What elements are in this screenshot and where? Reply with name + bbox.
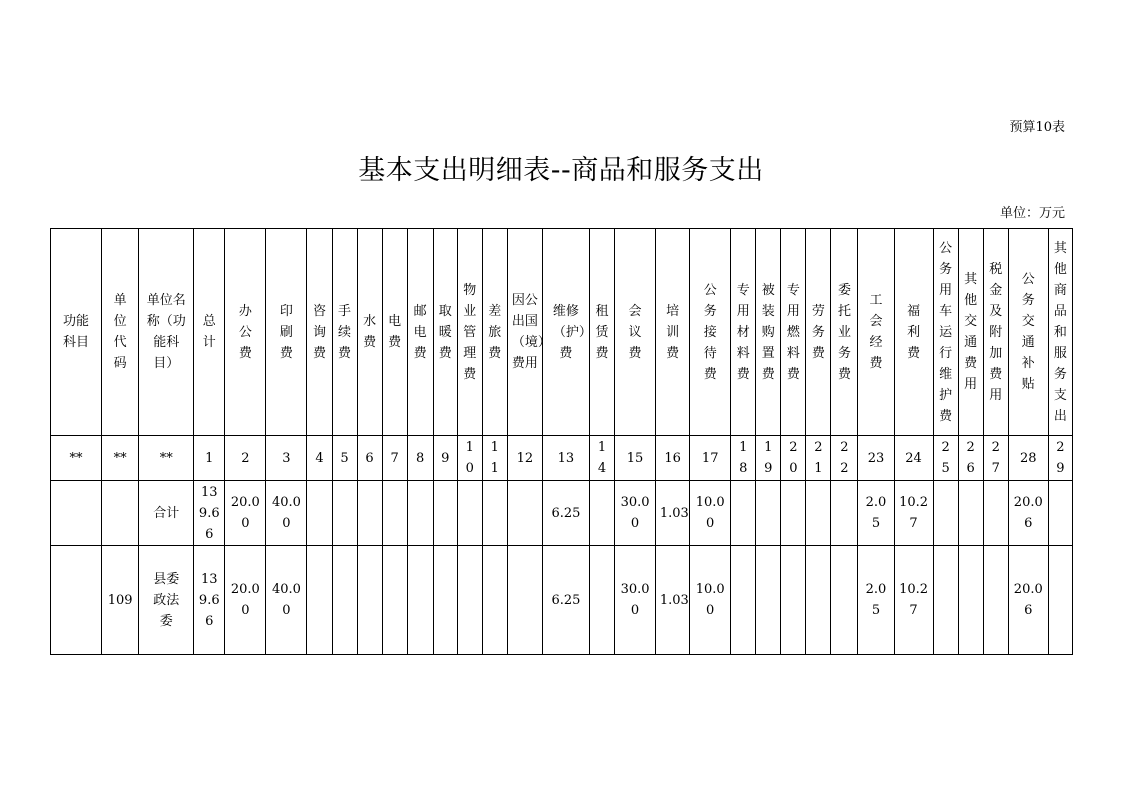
cell-value: 县委政法委 — [153, 571, 180, 629]
column-header — [690, 229, 731, 436]
table-header-row — [51, 229, 1073, 436]
column-header-label: 物业管理费 — [463, 282, 477, 382]
table-cell — [756, 546, 781, 655]
column-index-label: 19 — [764, 440, 773, 476]
cell-value: 139.66 — [198, 571, 220, 629]
cell-value: 6.25 — [551, 592, 581, 608]
table-cell — [690, 546, 731, 655]
table-cell — [457, 546, 482, 655]
column-header — [266, 229, 307, 436]
table-cell — [731, 546, 756, 655]
column-index-label: 22 — [840, 440, 849, 476]
column-index-label: 18 — [739, 440, 748, 476]
column-index-label: ** — [69, 450, 83, 466]
column-header — [756, 229, 781, 436]
column-header-label: 办公费 — [238, 303, 252, 361]
table-cell — [1008, 481, 1048, 546]
table-cell — [507, 546, 542, 655]
cell-value: 30.00 — [620, 582, 650, 618]
column-index-cell — [690, 436, 731, 481]
column-index-label: 8 — [416, 450, 425, 466]
table-cell — [139, 481, 194, 546]
column-header-label: 委托业务费 — [837, 282, 851, 382]
table-cell — [1048, 481, 1072, 546]
column-index-cell — [382, 436, 407, 481]
column-header-label: 印刷费 — [279, 303, 293, 361]
table-cell — [958, 481, 983, 546]
table-cell — [433, 481, 457, 546]
column-index-label: 24 — [905, 450, 922, 466]
table-cell — [781, 546, 806, 655]
column-header-label: 电费 — [388, 314, 402, 350]
column-header — [858, 229, 894, 436]
column-header-label: 被装购置费 — [761, 282, 775, 382]
column-index-cell — [615, 436, 656, 481]
column-index-cell — [357, 436, 382, 481]
cell-value: 2.05 — [865, 582, 887, 618]
column-index-label: 28 — [1020, 450, 1037, 466]
column-header-label: 公务用车运行维护费 — [939, 240, 953, 424]
table-cell — [983, 481, 1008, 546]
table-cell — [332, 481, 357, 546]
cell-value: 2.05 — [865, 495, 887, 531]
column-index-cell — [894, 436, 933, 481]
column-header-label: 手续费 — [338, 303, 352, 361]
table-cell — [51, 481, 102, 546]
column-index-label: 17 — [701, 450, 719, 466]
table-cell — [102, 546, 139, 655]
column-index-cell — [139, 436, 194, 481]
table-cell — [806, 546, 831, 655]
column-header — [1008, 229, 1048, 436]
column-header-label: 差旅费 — [488, 303, 502, 361]
table-cell — [139, 546, 194, 655]
column-header-label: 税金及附加费用 — [989, 261, 1003, 403]
cell-value: 20.06 — [1013, 582, 1043, 618]
column-index-label: 4 — [315, 450, 324, 466]
column-header-label: 培训费 — [666, 303, 680, 361]
column-header-label: 功能科目 — [63, 314, 90, 350]
column-index-cell — [307, 436, 332, 481]
table-cell — [831, 546, 858, 655]
table-cell — [806, 481, 831, 546]
column-index-cell — [102, 436, 139, 481]
column-header-label: 会议费 — [628, 303, 642, 361]
column-header — [433, 229, 457, 436]
column-index-row — [51, 436, 1073, 481]
column-index-cell — [1008, 436, 1048, 481]
table-cell — [407, 546, 433, 655]
column-index-label: 25 — [941, 440, 950, 476]
table-cell — [307, 546, 332, 655]
cell-value: 20.00 — [230, 495, 260, 531]
table-cell — [382, 481, 407, 546]
column-header-label: 因公出国（境）费用 — [511, 293, 551, 371]
column-header-label: 公务交通补贴 — [1021, 272, 1035, 392]
column-header — [225, 229, 266, 436]
table-cell — [756, 481, 781, 546]
column-index-label: 29 — [1056, 440, 1065, 476]
column-header — [806, 229, 831, 436]
table-cell — [433, 546, 457, 655]
column-header-label: 邮电费 — [413, 303, 427, 361]
column-header-label: 专用材料费 — [736, 282, 750, 382]
cell-value: 40.00 — [271, 582, 301, 618]
column-header-label: 福利费 — [907, 303, 921, 361]
column-header — [894, 229, 933, 436]
column-index-cell — [781, 436, 806, 481]
column-header-label: 其他交通费用 — [964, 272, 978, 392]
column-header — [933, 229, 958, 436]
column-index-label: 12 — [516, 450, 534, 466]
column-header-label: 其他商品和服务支出 — [1053, 240, 1067, 424]
column-header-label: 取暖费 — [438, 303, 452, 361]
total-row — [51, 481, 1073, 546]
table-cell — [858, 546, 894, 655]
column-index-label: 15 — [626, 450, 644, 466]
cell-value: 20.00 — [230, 582, 260, 618]
column-index-cell — [542, 436, 589, 481]
column-index-cell — [482, 436, 507, 481]
column-index-label: 14 — [597, 440, 607, 476]
column-index-cell — [51, 436, 102, 481]
column-index-label: 23 — [867, 450, 885, 466]
cell-value: 139.66 — [198, 484, 220, 542]
column-index-cell — [858, 436, 894, 481]
column-header — [1048, 229, 1072, 436]
table-cell — [51, 546, 102, 655]
column-header-label: 咨询费 — [312, 303, 326, 361]
column-index-cell — [731, 436, 756, 481]
column-index-cell — [332, 436, 357, 481]
table-cell — [542, 481, 589, 546]
column-index-label: 3 — [282, 450, 291, 466]
cell-value: 10.27 — [899, 495, 929, 531]
table-cell — [482, 546, 507, 655]
column-index-cell — [507, 436, 542, 481]
table-cell — [357, 546, 382, 655]
column-index-label: 10 — [465, 440, 474, 476]
column-header-label: 工会经费 — [869, 293, 883, 371]
column-index-label: 13 — [557, 450, 575, 466]
cell-value: 20.06 — [1013, 495, 1043, 531]
column-index-cell — [194, 436, 225, 481]
column-header-label: 公务接待费 — [703, 282, 717, 382]
column-header-label: 单位名称（功能科目） — [146, 293, 186, 371]
table-cell — [407, 481, 433, 546]
column-index-cell — [806, 436, 831, 481]
cell-value: 10.00 — [695, 582, 725, 618]
column-index-label: 2 — [241, 450, 250, 466]
column-index-cell — [407, 436, 433, 481]
table-cell — [457, 481, 482, 546]
table-cell — [656, 546, 690, 655]
table-cell — [542, 546, 589, 655]
table-cell — [194, 481, 225, 546]
column-header-label: 劳务费 — [811, 303, 825, 361]
table-cell — [781, 481, 806, 546]
table-cell — [589, 481, 614, 546]
column-index-label: 6 — [365, 450, 374, 466]
table-cell — [958, 546, 983, 655]
table-cell — [194, 546, 225, 655]
column-header — [656, 229, 690, 436]
column-index-cell — [457, 436, 482, 481]
table-cell — [266, 546, 307, 655]
column-index-label: 16 — [664, 450, 681, 466]
cell-value: 10.27 — [899, 582, 929, 618]
table-cell — [731, 481, 756, 546]
column-index-cell — [589, 436, 614, 481]
table-cell — [1048, 546, 1072, 655]
column-header — [332, 229, 357, 436]
column-index-cell — [1048, 436, 1072, 481]
column-header — [139, 229, 194, 436]
cell-value: 6.25 — [551, 505, 581, 521]
column-index-label: 27 — [991, 440, 1000, 476]
cell-value: 合计 — [153, 505, 180, 521]
table-cell — [307, 481, 332, 546]
table-cell — [615, 546, 656, 655]
column-index-cell — [225, 436, 266, 481]
column-index-cell — [656, 436, 690, 481]
column-index-cell — [933, 436, 958, 481]
column-header-label: 单位代码 — [113, 293, 127, 371]
table-cell — [507, 481, 542, 546]
column-index-label: ** — [159, 450, 173, 466]
column-index-cell — [831, 436, 858, 481]
column-header-label: 水费 — [363, 314, 377, 350]
cell-value: 10.00 — [695, 495, 725, 531]
column-index-cell — [266, 436, 307, 481]
table-cell — [933, 481, 958, 546]
cell-value: 30.00 — [620, 495, 650, 531]
column-index-cell — [756, 436, 781, 481]
column-index-label: ** — [113, 450, 127, 466]
column-header-label: 总计 — [202, 314, 216, 350]
form-number: 预算10表 — [1009, 120, 1065, 135]
table-cell — [615, 481, 656, 546]
column-header — [542, 229, 592, 436]
column-header — [958, 229, 983, 436]
cell-value: 1.03 — [659, 505, 689, 521]
expense-table — [50, 228, 1073, 655]
column-index-cell — [958, 436, 983, 481]
column-index-label: 9 — [441, 450, 450, 466]
page-title: 基本支出明细表--商品和服务支出 — [358, 155, 764, 186]
unit-label: 单位：万元 — [999, 206, 1065, 221]
table-cell — [1008, 546, 1048, 655]
column-index-label: 20 — [789, 440, 798, 476]
column-index-cell — [983, 436, 1008, 481]
column-index-label: 21 — [814, 440, 823, 476]
table-cell — [831, 481, 858, 546]
column-index-label: 1 — [205, 450, 214, 466]
column-index-label: 26 — [966, 440, 975, 476]
table-cell — [589, 546, 614, 655]
column-header — [983, 229, 1008, 436]
column-header — [831, 229, 858, 436]
column-index-label: 7 — [390, 450, 399, 466]
column-header — [615, 229, 656, 436]
column-header — [781, 229, 806, 436]
column-header-label: 租赁费 — [595, 303, 609, 361]
table-cell — [225, 546, 266, 655]
table-cell — [858, 481, 894, 546]
table-cell — [266, 481, 307, 546]
cell-value: 109 — [107, 592, 133, 608]
column-header — [51, 229, 102, 436]
cell-value: 1.03 — [659, 592, 689, 608]
table-cell — [983, 546, 1008, 655]
column-header — [102, 229, 139, 436]
column-header — [407, 229, 433, 436]
column-index-label: 11 — [490, 440, 499, 476]
column-index-cell — [433, 436, 457, 481]
table-cell — [894, 546, 933, 655]
column-header — [457, 229, 482, 436]
table-cell — [357, 481, 382, 546]
column-header-label: 专用燃料费 — [786, 282, 800, 382]
table-cell — [690, 481, 731, 546]
table-cell — [933, 546, 958, 655]
column-header — [507, 229, 551, 436]
cell-value: 40.00 — [271, 495, 301, 531]
table-cell — [894, 481, 933, 546]
column-header — [357, 229, 382, 436]
column-header — [307, 229, 332, 436]
table-cell — [102, 481, 139, 546]
table-cell — [332, 546, 357, 655]
column-header — [194, 229, 225, 436]
column-header — [482, 229, 507, 436]
table-cell — [382, 546, 407, 655]
column-header — [731, 229, 756, 436]
table-row — [51, 546, 1073, 655]
table-cell — [656, 481, 690, 546]
column-header — [382, 229, 407, 436]
column-header-label: 维修（护）费 — [552, 303, 592, 361]
table-cell — [482, 481, 507, 546]
column-index-label: 5 — [340, 450, 349, 466]
table-cell — [225, 481, 266, 546]
column-header — [589, 229, 614, 436]
